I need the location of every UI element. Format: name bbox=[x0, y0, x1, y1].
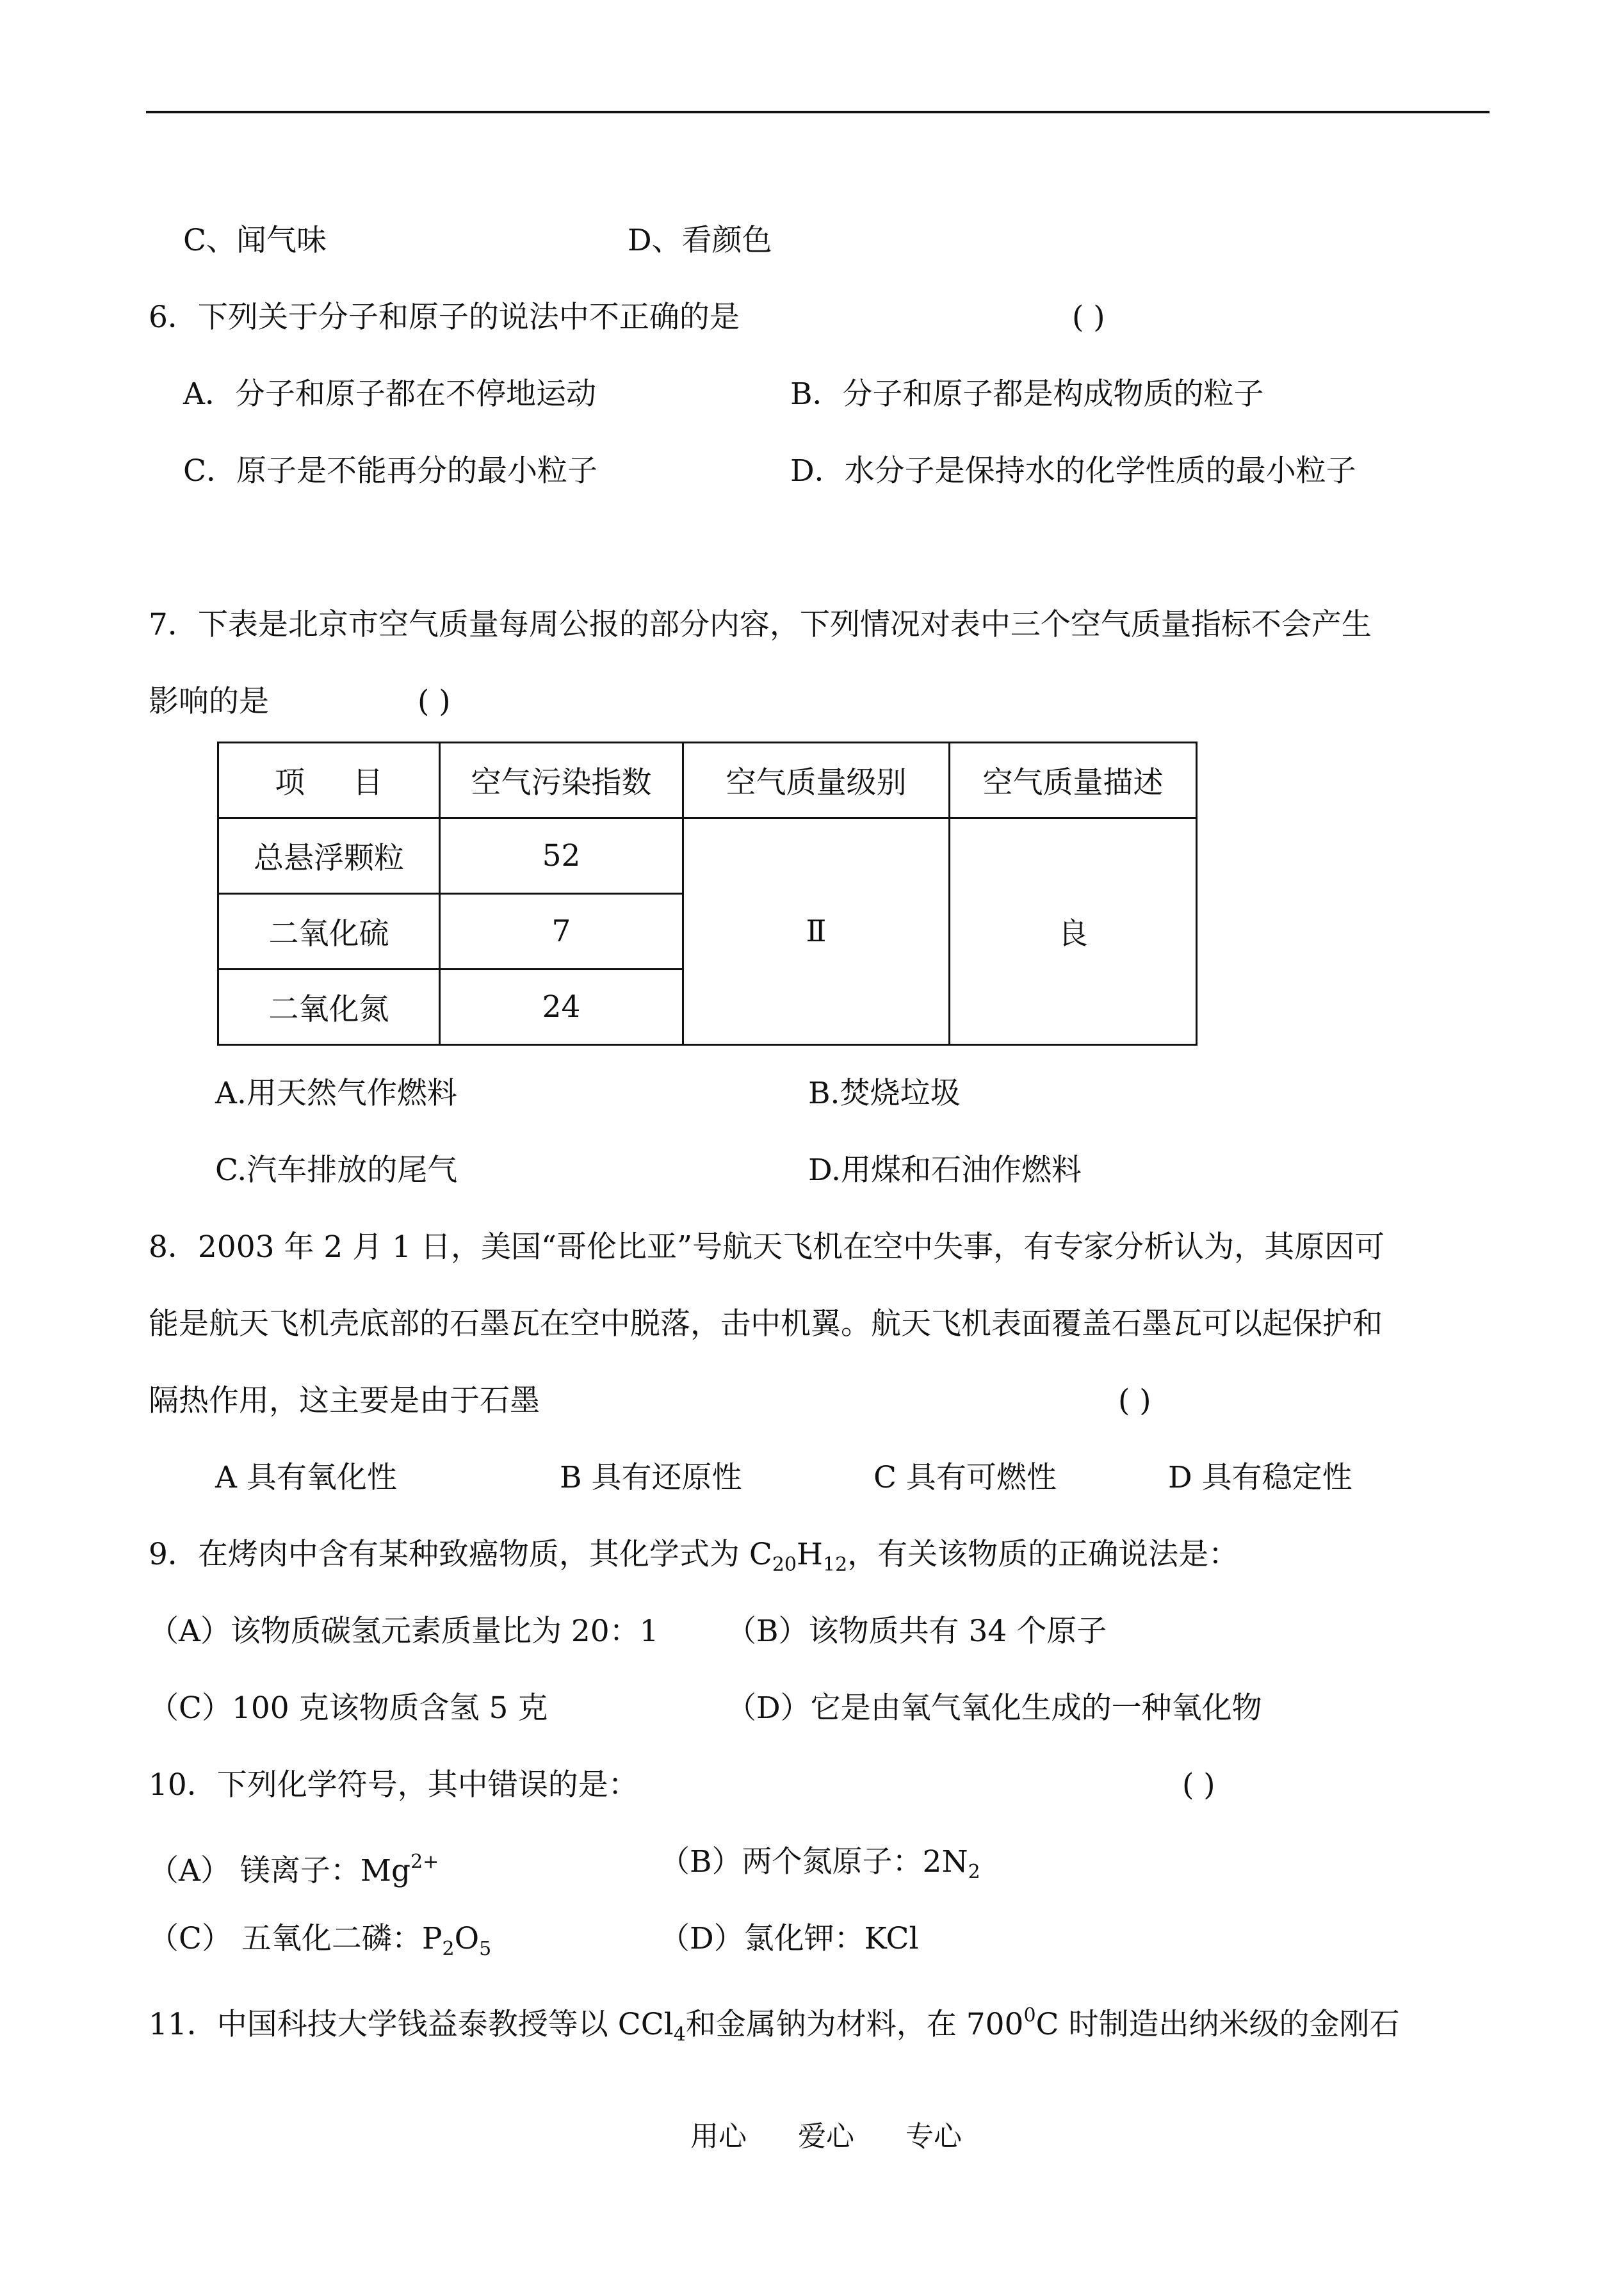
q10-option-b: （B）两个氮原子：$2N_2$ bbox=[660, 1844, 980, 1883]
page-footer bbox=[690, 2113, 1004, 2154]
row-item: 二氧化硫 bbox=[218, 894, 440, 969]
q9-stem: 9．在烤肉中含有某种致癌物质，其化学式为 $C_{20}H_{12}$，有关该物质的正确说法是： bbox=[149, 1537, 1239, 1576]
q8-option-b: B 具有还原性 bbox=[560, 1460, 742, 1495]
q7-stem-line1: 7．下表是北京市空气质量每周公报的部分内容，下列情况对表中三个空气质量指标不会产生 bbox=[149, 607, 1372, 642]
q8-stem-line3: 隔热作用，这主要是由于石墨 bbox=[149, 1383, 540, 1418]
q10-option-a: （A） 镁离子：$Mg^{2+}$ bbox=[149, 1851, 439, 1888]
q7-stem-line2: 影响的是 bbox=[149, 684, 269, 719]
header-quality-level: 空气质量级别 bbox=[683, 743, 950, 818]
q8-answer-paren: ( ) bbox=[1118, 1383, 1151, 1418]
q10-answer-paren: ( ) bbox=[1182, 1767, 1215, 1803]
table-row bbox=[218, 818, 1197, 894]
header-item: 项 目 bbox=[218, 743, 440, 818]
q5-option-d: D、看颜色 bbox=[628, 223, 772, 258]
q8-stem-line2: 能是航天飞机壳底部的石墨瓦在空中脱落，击中机翼。航天飞机表面覆盖石墨瓦可以起保护和 bbox=[149, 1306, 1383, 1342]
q9-option-d: （D）它是由氧气氧化生成的一种氧化物 bbox=[726, 1691, 1262, 1726]
q7-option-c: C.汽车排放的尾气 bbox=[215, 1153, 458, 1188]
q8-stem-line1: 8．2003 年 2 月 1 日，美国“哥伦比亚”号航天飞机在空中失事，有专家分析认为，其原因可 bbox=[149, 1229, 1385, 1265]
quality-level-cell: Ⅱ bbox=[683, 818, 950, 1045]
header-pollution-index: 空气污染指数 bbox=[440, 743, 683, 818]
q9-option-c: （C）100 克该物质含氢 5 克 bbox=[149, 1691, 548, 1726]
header-quality-description: 空气质量描述 bbox=[950, 743, 1197, 818]
q11-stem: 11．中国科技大学钱益泰教授等以 CCl$_4$和金属钠为材料，在 $700^0C$ 时制造出纳米级的金刚石 bbox=[149, 2004, 1400, 2046]
q9-option-b: （B）该物质共有 34 个原子 bbox=[726, 1614, 1107, 1649]
row-item: 二氧化氮 bbox=[218, 969, 440, 1045]
q6-answer-paren: ( ) bbox=[1072, 300, 1105, 335]
row-index: 52 bbox=[440, 818, 683, 894]
quality-description-cell: 良 bbox=[950, 818, 1197, 1045]
q6-option-a: A．分子和原子都在不停地运动 bbox=[183, 377, 596, 412]
q6-option-d: D．水分子是保持水的化学性质的最小粒子 bbox=[790, 453, 1356, 489]
q8-option-a: A 具有氧化性 bbox=[215, 1460, 397, 1495]
row-index: 24 bbox=[440, 969, 683, 1045]
row-item: 总悬浮颗粒 bbox=[218, 818, 440, 894]
q7-answer-paren: ( ) bbox=[418, 684, 451, 719]
q6-stem: 6．下列关于分子和原子的说法中不正确的是 bbox=[149, 300, 740, 335]
q7-option-a: A.用天然气作燃料 bbox=[215, 1076, 457, 1111]
footer-word: 用心 bbox=[690, 2120, 747, 2153]
q10-option-c: （C） 五氧化二磷：$P_2O_5$ bbox=[149, 1921, 492, 1960]
q6-option-b: B．分子和原子都是构成物质的粒子 bbox=[790, 377, 1264, 412]
footer-word: 专心 bbox=[905, 2120, 962, 2153]
q6-option-c: C．原子是不能再分的最小粒子 bbox=[183, 453, 597, 489]
footer-word: 爱心 bbox=[798, 2120, 854, 2153]
q10-option-d: （D）氯化钾：KCl bbox=[660, 1921, 919, 1956]
table-header-row bbox=[218, 743, 1197, 818]
air-quality-table bbox=[217, 742, 1198, 1046]
q10-stem: 10．下列化学符号，其中错误的是： bbox=[149, 1767, 638, 1803]
q7-option-d: D.用煤和石油作燃料 bbox=[808, 1153, 1082, 1188]
q5-option-c: C、闻气味 bbox=[183, 223, 327, 258]
q8-option-d: D 具有稳定性 bbox=[1168, 1460, 1352, 1495]
q8-option-c: C 具有可燃性 bbox=[873, 1460, 1057, 1495]
q7-option-b: B.焚烧垃圾 bbox=[808, 1076, 961, 1111]
q9-option-a: （A）该物质碳氢元素质量比为 20：1 bbox=[149, 1614, 659, 1649]
header-rule bbox=[146, 111, 1490, 113]
row-index: 7 bbox=[440, 894, 683, 969]
